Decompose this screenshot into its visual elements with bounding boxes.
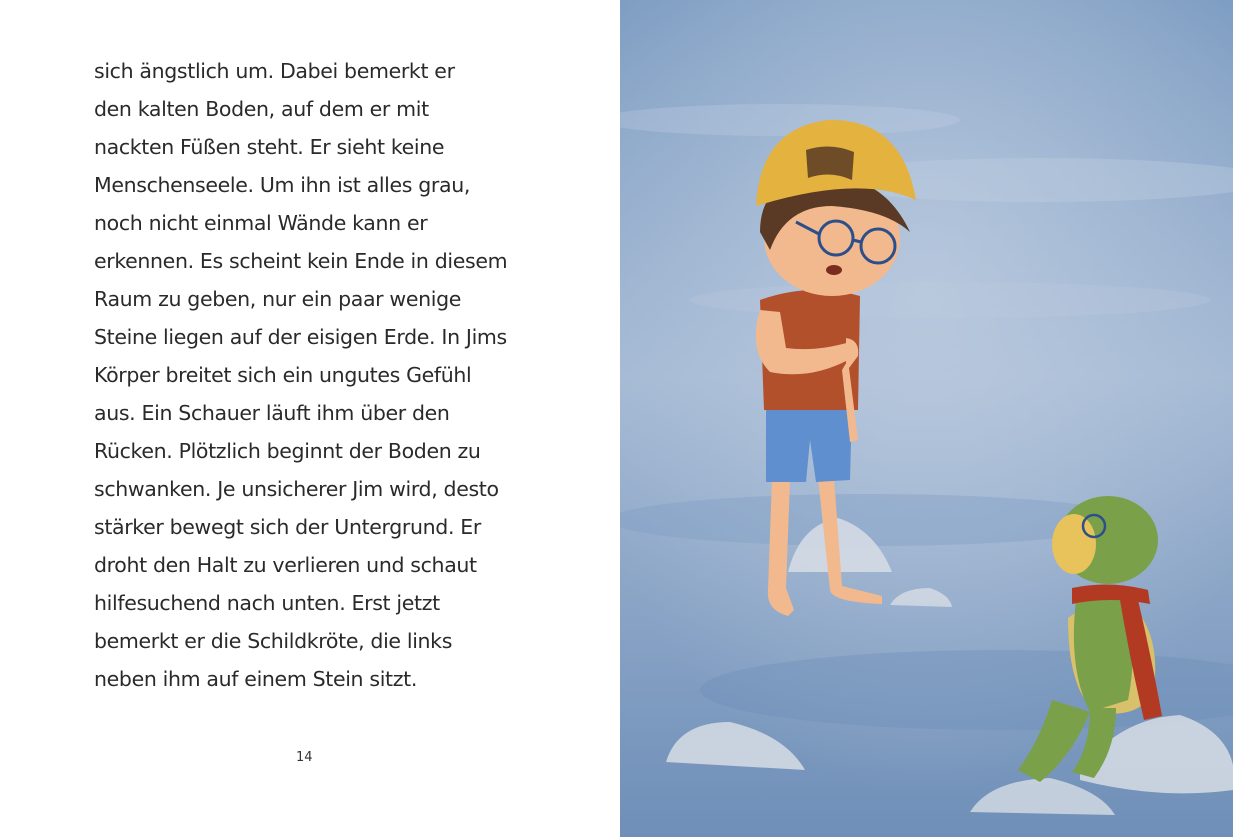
text-line: aus. Ein Schauer läuft ihm über den <box>94 401 450 425</box>
text-line: sich ängstlich um. Dabei bemerkt er <box>94 59 455 83</box>
text-line: bemerkt er die Schildkröte, die links <box>94 629 453 653</box>
text-line: neben ihm auf einem Stein sitzt. <box>94 667 417 691</box>
story-text <box>94 52 594 698</box>
text-line: schwanken. Je unsicherer Jim wird, desto <box>94 477 499 501</box>
text-line: nackten Füßen steht. Er sieht keine <box>94 135 445 159</box>
text-line: Menschenseele. Um ihn ist alles grau, <box>94 173 471 197</box>
text-line: hilfesuchend nach unten. Erst jetzt <box>94 591 440 615</box>
text-line: noch nicht einmal Wände kann er <box>94 211 428 235</box>
text-line: den kalten Boden, auf dem er mit <box>94 97 429 121</box>
text-line: Körper breitet sich ein ungutes Gefühl <box>94 363 472 387</box>
illustration <box>620 0 1233 837</box>
text-line: erkennen. Es scheint kein Ende in diesem <box>94 249 508 273</box>
page-number: 14 <box>296 750 313 765</box>
text-line: stärker bewegt sich der Untergrund. Er <box>94 515 481 539</box>
text-line: Rücken. Plötzlich beginnt der Boden zu <box>94 439 481 463</box>
text-line: droht den Halt zu verlieren und schaut <box>94 553 477 577</box>
background <box>620 0 1233 837</box>
text-line: Raum zu geben, nur ein paar wenige <box>94 287 461 311</box>
illustration-page <box>620 0 1233 837</box>
text-line: Steine liegen auf der eisigen Erde. In Jims <box>94 325 507 349</box>
